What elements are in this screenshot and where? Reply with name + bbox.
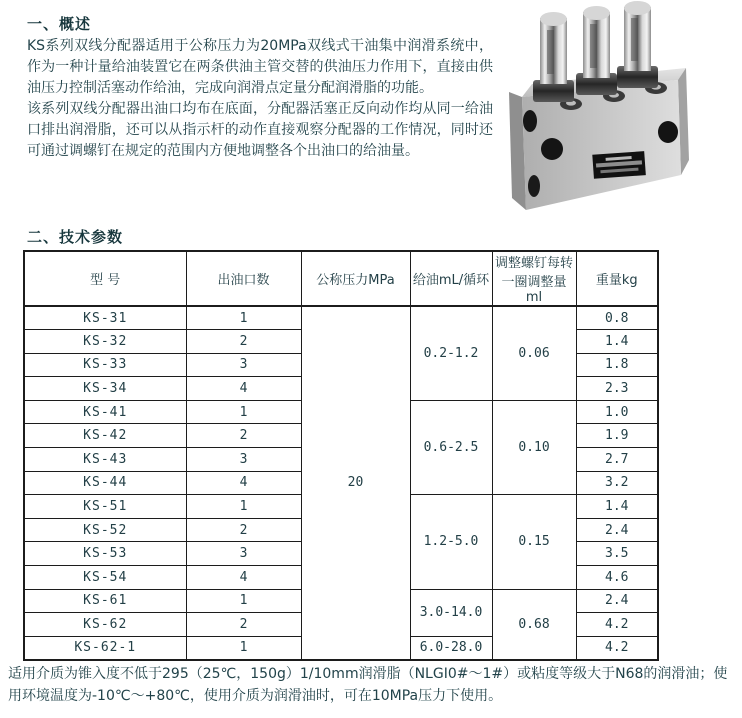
port-hole-lower-left bbox=[528, 175, 540, 197]
cell-weight: 2.4 bbox=[576, 518, 658, 542]
cell-model: KS-53 bbox=[24, 542, 186, 566]
cell-model: KS-61 bbox=[24, 589, 186, 613]
header-screw: 调整螺钉每转一圈调整量ml bbox=[492, 251, 576, 306]
cell-weight: 2.4 bbox=[576, 589, 658, 613]
cell-weight: 1.9 bbox=[576, 424, 658, 448]
cell-screw: 0.06 bbox=[492, 306, 576, 400]
cell-weight: 3.2 bbox=[576, 471, 658, 495]
cell-model: KS-44 bbox=[24, 471, 186, 495]
cell-weight: 4.6 bbox=[576, 566, 658, 590]
cell-screw: 0.15 bbox=[492, 495, 576, 589]
cell-model: KS-32 bbox=[24, 330, 186, 354]
cell-outlets: 1 bbox=[186, 400, 301, 424]
table-header-row bbox=[24, 251, 658, 306]
table-row bbox=[24, 306, 658, 330]
header-model: 型 号 bbox=[24, 251, 186, 306]
cell-outlets: 1 bbox=[186, 589, 301, 613]
cell-outlets: 3 bbox=[186, 353, 301, 377]
overview-paragraph-1: KS系列双线分配器适用于公称压力为20MPa双线式干油集中润滑系统中，作为一种计量给油装置它在两条供油主管交替的供油压力作用下，直接由供油压力控制活塞动作给油，完成向润滑点定量分配润滑脂的功能。 bbox=[27, 38, 493, 96]
distributor-block-illustration bbox=[500, 0, 742, 220]
header-outlets: 出油口数 bbox=[186, 251, 301, 306]
cell-weight: 1.0 bbox=[576, 400, 658, 424]
cell-weight: 3.5 bbox=[576, 542, 658, 566]
cell-outlets: 2 bbox=[186, 518, 301, 542]
cell-weight: 2.3 bbox=[576, 377, 658, 401]
cell-model: KS-41 bbox=[24, 400, 186, 424]
cell-outlets: 1 bbox=[186, 306, 301, 330]
cell-outlets: 3 bbox=[186, 448, 301, 472]
overview-paragraph-2: 该系列双线分配器出油口均布在底面，分配器活塞正反向动作均从同一给油口排出润滑脂，还可以从指示杆的动作直接观察分配器的工作情况，同时还可通过调螺钉在规定的范围内方便地调整各个出油口的给油量。 bbox=[27, 101, 493, 159]
cell-weight: 0.8 bbox=[576, 306, 658, 330]
cell-weight: 4.2 bbox=[576, 613, 658, 637]
cell-outlets: 4 bbox=[186, 377, 301, 401]
cell-outlets: 4 bbox=[186, 471, 301, 495]
cell-supply: 0.6-2.5 bbox=[410, 400, 492, 494]
header-supply: 给油mL/循环 bbox=[410, 251, 492, 306]
cell-model: KS-34 bbox=[24, 377, 186, 401]
cell-weight: 2.7 bbox=[576, 448, 658, 472]
cell-model: KS-43 bbox=[24, 448, 186, 472]
cell-weight: 4.2 bbox=[576, 636, 658, 660]
cell-model: KS-62-1 bbox=[24, 636, 186, 660]
cell-outlets: 2 bbox=[186, 330, 301, 354]
port-hole-front-right bbox=[658, 121, 678, 143]
cell-outlets: 4 bbox=[186, 566, 301, 590]
product-photo bbox=[500, 0, 742, 220]
cell-outlets: 2 bbox=[186, 613, 301, 637]
cell-outlets: 1 bbox=[186, 495, 301, 519]
cell-supply: 1.2-5.0 bbox=[410, 495, 492, 589]
cell-weight: 1.4 bbox=[576, 495, 658, 519]
nameplate bbox=[592, 151, 646, 179]
cell-model: KS-33 bbox=[24, 353, 186, 377]
cell-model: KS-52 bbox=[24, 518, 186, 542]
overview-section-heading: 一、概述 bbox=[27, 15, 92, 33]
cell-weight: 1.4 bbox=[576, 330, 658, 354]
cell-outlets: 2 bbox=[186, 424, 301, 448]
cell-screw: 0.10 bbox=[492, 400, 576, 494]
cell-supply: 0.2-1.2 bbox=[410, 306, 492, 400]
cell-outlets: 3 bbox=[186, 542, 301, 566]
cell-model: KS-42 bbox=[24, 424, 186, 448]
port-hole-front-left bbox=[541, 138, 563, 160]
spec-table bbox=[23, 250, 659, 661]
cell-weight: 1.8 bbox=[576, 353, 658, 377]
cell-pressure: 20 bbox=[301, 306, 410, 660]
header-pressure: 公称压力MPa bbox=[301, 251, 410, 306]
port-hole-upper-left bbox=[523, 110, 537, 132]
cell-model: KS-51 bbox=[24, 495, 186, 519]
header-weight: 重量kg bbox=[576, 251, 658, 306]
cell-model: KS-54 bbox=[24, 566, 186, 590]
cell-screw: 0.68 bbox=[492, 589, 576, 660]
cell-outlets: 1 bbox=[186, 636, 301, 660]
cell-model: KS-62 bbox=[24, 613, 186, 637]
cell-model: KS-31 bbox=[24, 306, 186, 330]
specs-section-heading: 二、技术参数 bbox=[27, 228, 124, 246]
applicable-media-note: 适用介质为锥入度不低于295（25℃，150g）1/10mm润滑脂（NLGI0#～1#）或粘度等级大于N68的润滑油；使用环境温度为-10℃～+80℃，使用介质为润滑油时，可在10MPa压力下使用。 bbox=[8, 666, 728, 704]
cell-supply: 6.0-28.0 bbox=[410, 636, 492, 660]
cell-supply: 3.0-14.0 bbox=[410, 589, 492, 636]
overview-text-block bbox=[27, 36, 493, 162]
